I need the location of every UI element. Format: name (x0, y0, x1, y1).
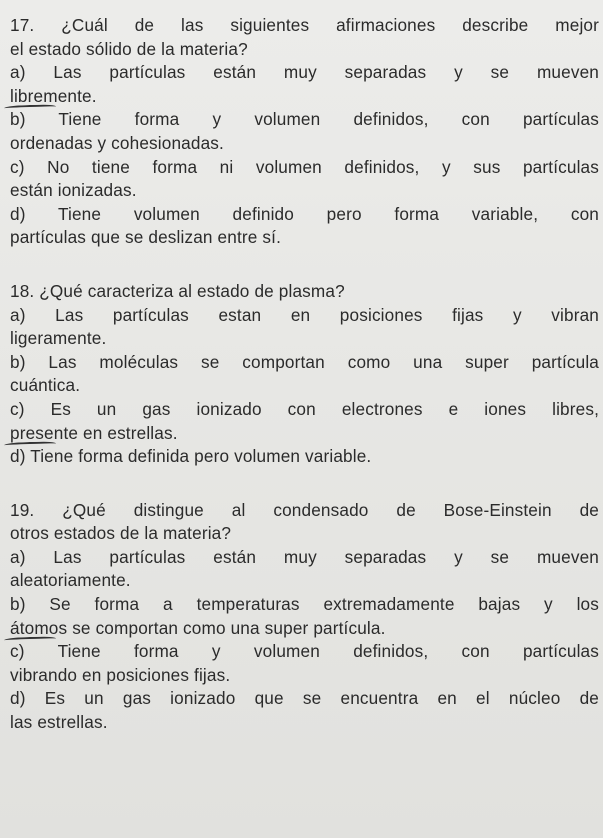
question-spacer (10, 469, 599, 499)
option-19a-line-2: aleatoriamente. (10, 570, 131, 591)
option-17a-line-2: libremente. (10, 85, 599, 109)
option-17d-line-2: partículas que se deslizan entre sí. (10, 227, 282, 248)
question-18 (10, 280, 599, 469)
option-17c-line-1: c) No tiene forma ni volumen definidos, y sus partículas (10, 156, 599, 177)
question-spacer (10, 250, 599, 280)
option-18c-line-1: c) Es un gas ionizado con electrones e iones libres, (10, 398, 599, 419)
option-19d-line-1: d) Es un gas ionizado que se encuentra en el núcleo de (10, 688, 599, 709)
option-19d-line-2: las estrellas. (10, 712, 108, 733)
question-17-stem-line-1: 17. ¿Cuál de las siguientes afirmaciones describe mejor (10, 15, 599, 35)
option-18b-line-2: cuántica. (10, 375, 81, 396)
question-17 (10, 14, 599, 250)
option-17d-line-1: d) Tiene volumen definido pero forma variable, con (10, 203, 599, 224)
option-17c-line-2: están ionizadas. (10, 180, 137, 201)
option-18b-line-1: b) Las moléculas se comportan como una super partícula (10, 351, 599, 372)
option-18a-line-2: ligeramente. (10, 328, 107, 349)
option-19b-line-1: b) Se forma a temperaturas extremadamente bajas y los (10, 594, 599, 615)
option-17b-line-1: b) Tiene forma y volumen definidos, con partículas (10, 109, 599, 130)
option-18a-line-1: a) Las partículas estan en posiciones fijas y vibran (10, 304, 599, 325)
option-18d: d) Tiene forma definida pero volumen variable. (10, 446, 372, 467)
question-17-stem-line-2: el estado sólido de la materia? (10, 38, 248, 59)
option-19a-line-1: a) Las partículas están muy separadas y se mueven (10, 546, 599, 567)
question-19 (10, 499, 599, 735)
option-19b-line-2: átomos se comportan como una super partícula. (10, 617, 599, 641)
option-18c-line-2: presente en estrellas. (10, 422, 599, 446)
option-19c-line-1: c) Tiene forma y volumen definidos, con partículas (10, 641, 599, 662)
option-19c-line-2: vibrando en posiciones fijas. (10, 664, 231, 685)
question-19-stem-line-2: otros estados de la materia? (10, 523, 232, 544)
question-18-stem: 18. ¿Qué caracteriza al estado de plasma? (10, 280, 345, 301)
option-17a-line-1: a) Las partículas están muy separadas y se mueven (10, 62, 599, 83)
option-17b-line-2: ordenadas y cohesionadas. (10, 132, 224, 153)
question-19-stem-line-1: 19. ¿Qué distingue al condensado de Bose-Einstein de (10, 499, 599, 520)
